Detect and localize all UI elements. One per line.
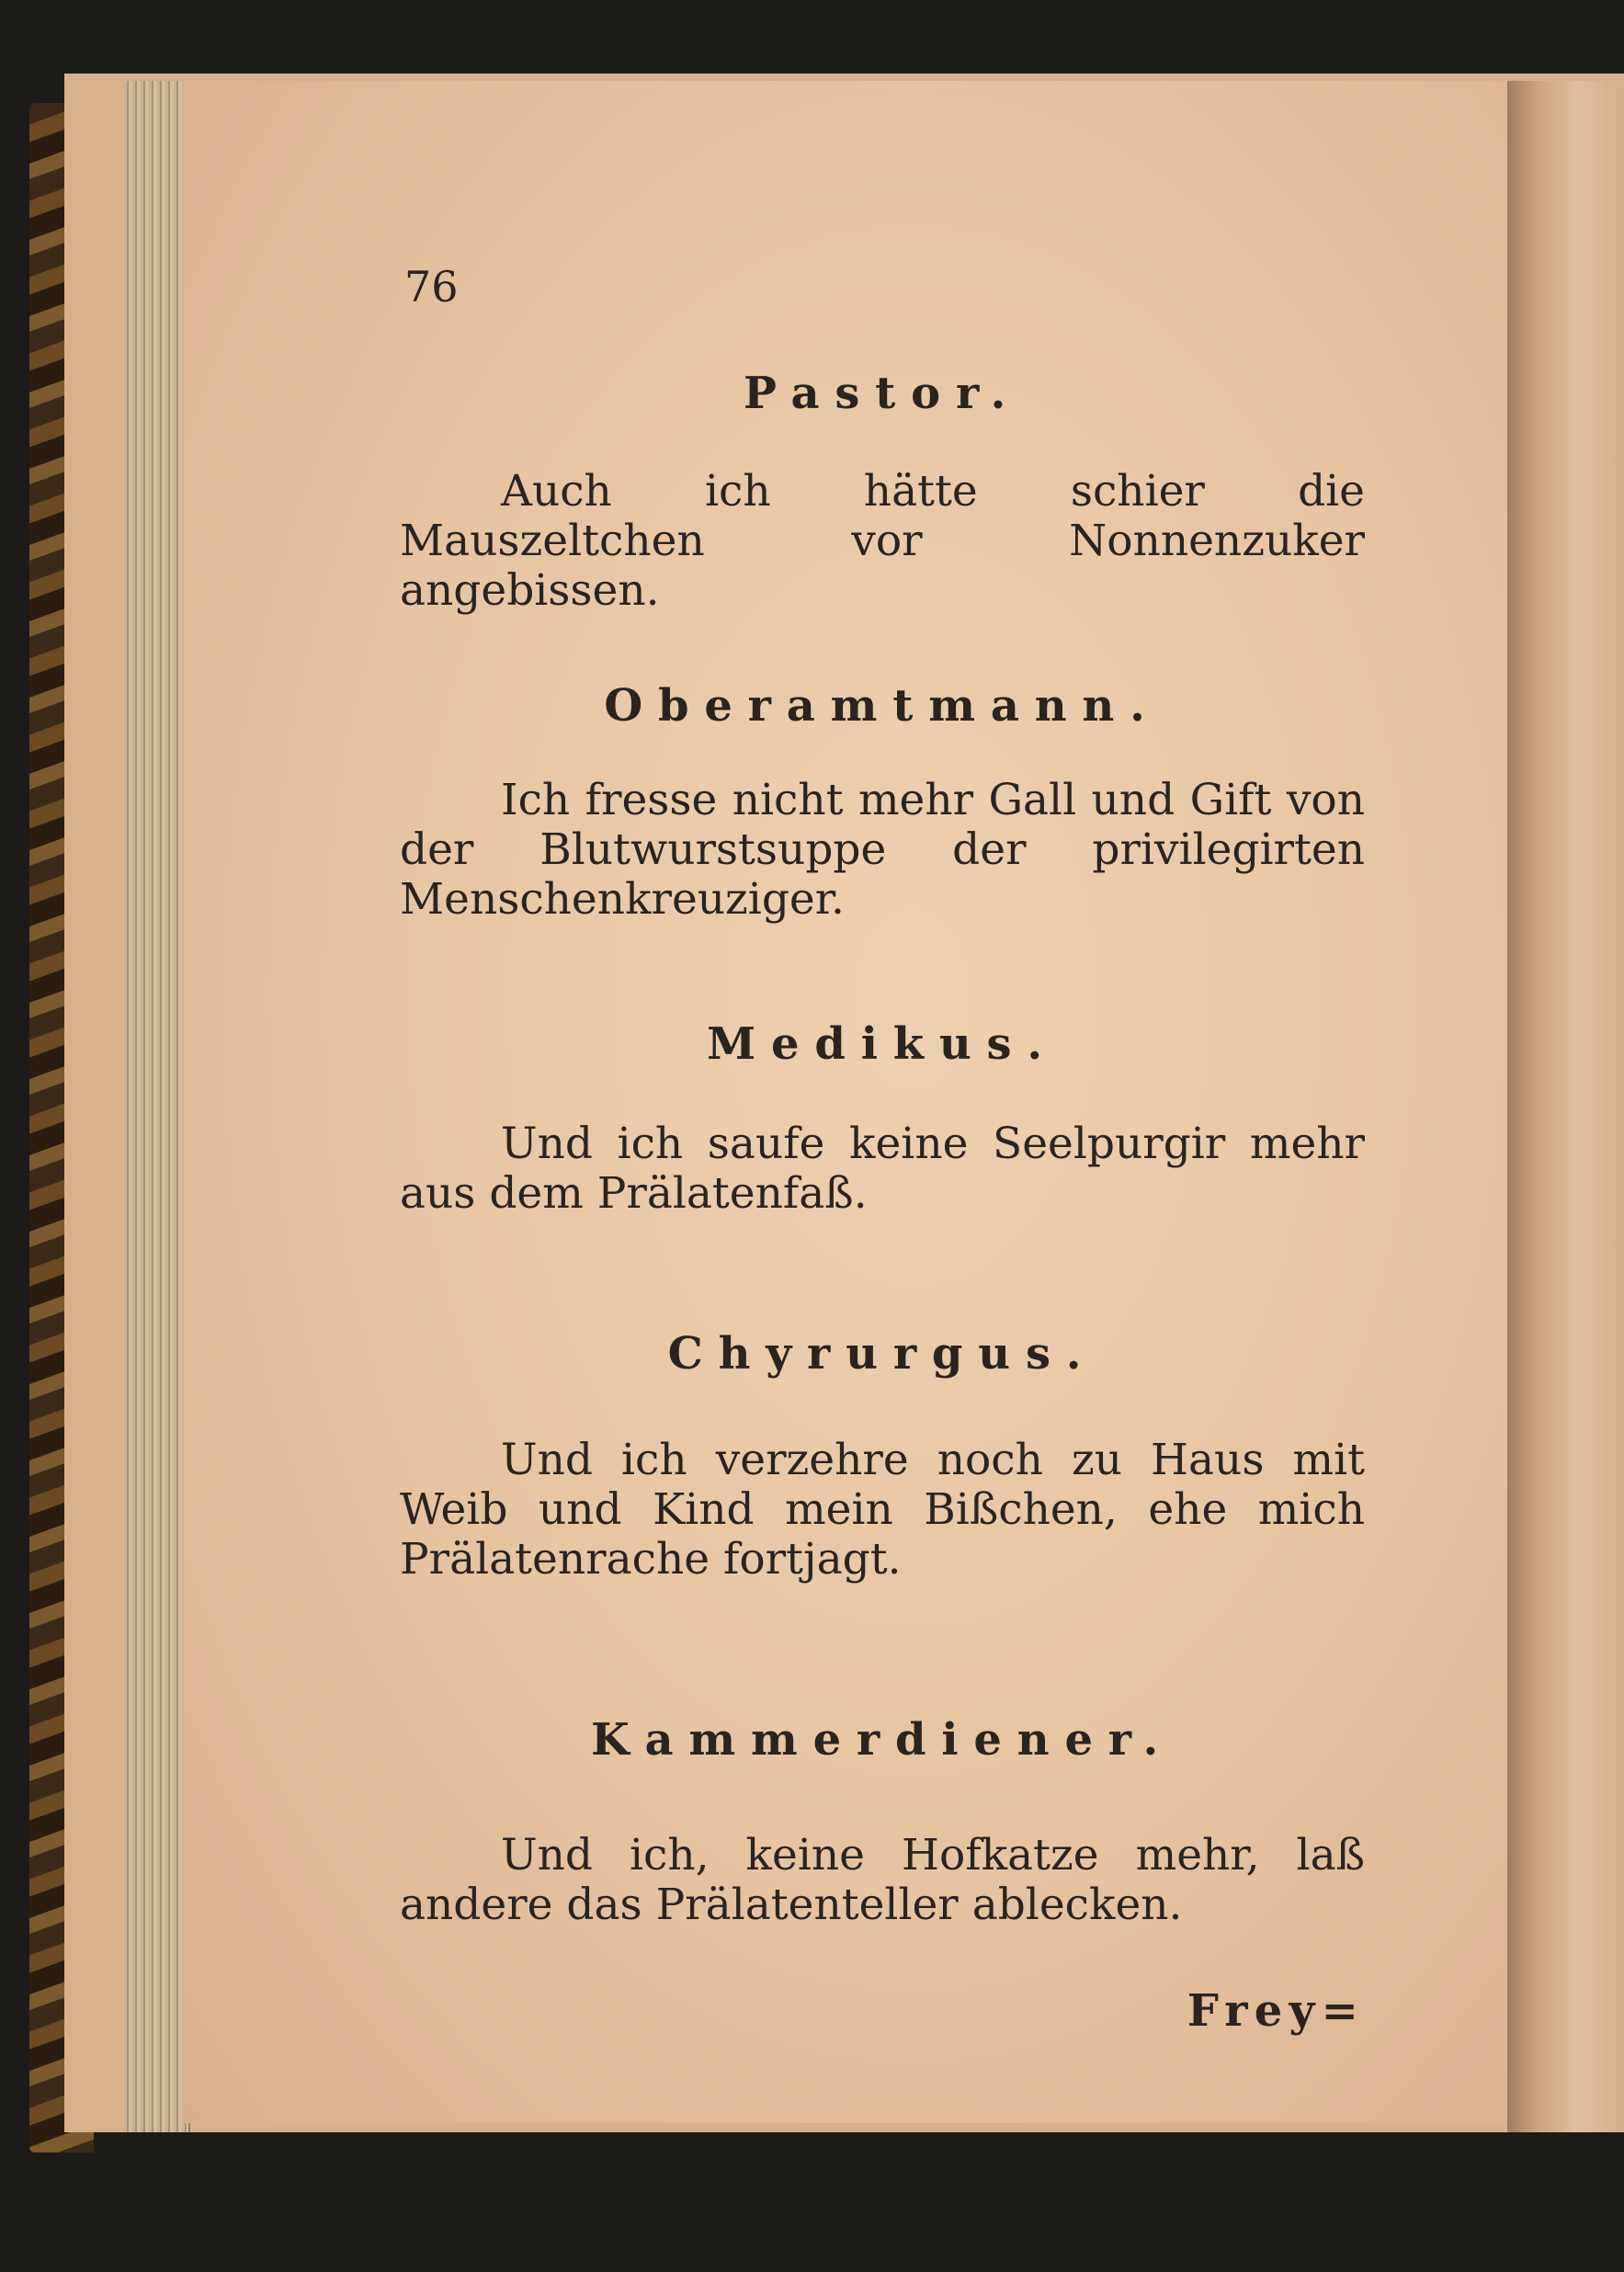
speech-paragraph: Und ich verzehre noch zu Haus mit Weib und Kind mein Bißchen, ehe mich Prälatenrache fortjagt. — [400, 1435, 1365, 1585]
speaker-heading: Oberamtmann. — [604, 680, 1161, 732]
page-edges — [124, 81, 190, 2132]
page-number: 76 — [404, 262, 459, 312]
speech-text — [400, 1831, 1365, 1930]
speaker-heading: Chyrurgus. — [667, 1328, 1097, 1380]
speech-paragraph: Und ich, keine Hofkatze mehr, laß andere das Prälatenteller ablecken. — [400, 1830, 1365, 1930]
speech-text — [400, 776, 1365, 925]
speech-text — [400, 1119, 1365, 1219]
speech-paragraph: Und ich saufe keine Seelpurgir mehr aus dem Prälatenfaß. — [400, 1119, 1365, 1219]
speaker-heading: Pastor. — [743, 368, 1022, 419]
speech-paragraph: Ich fresse nicht mehr Gall und Gift von der Blutwurstsuppe der privilegirten Menschenkreuziger. — [400, 775, 1365, 925]
speaker-heading: Medikus. — [707, 1018, 1058, 1070]
book-gutter — [1507, 81, 1624, 2132]
speech-text — [400, 467, 1365, 616]
catchword: Frey= — [1187, 1985, 1365, 2037]
speech-text — [400, 1436, 1365, 1585]
speaker-heading: Kammerdiener. — [591, 1714, 1174, 1766]
speech-paragraph: Auch ich hätte schier die Mauszeltchen vor Nonnenzuker angebissen. — [400, 466, 1365, 616]
